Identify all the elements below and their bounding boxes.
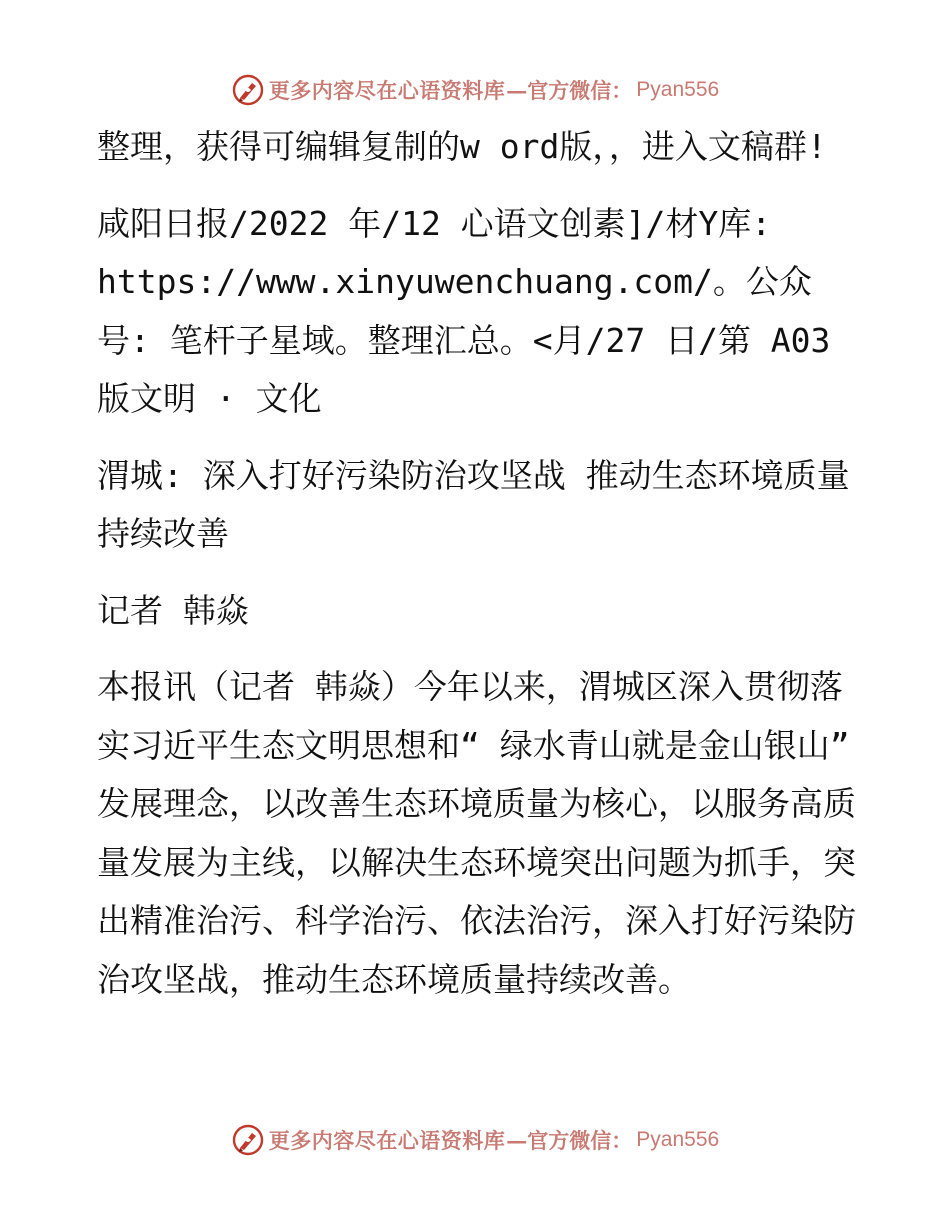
article-body: [97, 118, 857, 1009]
pen-heart-logo-icon: [231, 73, 265, 107]
paragraph-intro: 整理，获得可编辑复制的w ord版，，进入文稿群!: [97, 127, 827, 166]
paragraph-source: 咸阳日报/2022 年/12 心语文创素]/材Y库: https://www.xinyuwenchuang.com/。公众号: 笔杆子星域。整理汇总。<月/27 日/第 A03 版文明 · 文化: [97, 203, 831, 418]
banner-wechat-label: 官方微信：: [527, 78, 633, 103]
banner-main-text: 更多内容尽在心语资料库: [268, 78, 506, 103]
paragraph-body: 本报讯（记者 韩焱）今年以来，渭城区深入贯彻落实习近平生态文明思想和“ 绿水青山就是金山银山” 发展理念，以改善生态环境质量为核心，以服务高质量发展为主线，以解决生态环境突出问题为抓手，突出精准治污、科学治污、依法治污，深入打好污染防治攻坚战，推动生态环境质量持续改善。: [97, 667, 856, 999]
banner-main-text: 更多内容尽在心语资料库: [268, 1128, 506, 1153]
header-watermark-banner: [0, 70, 950, 110]
article-headline: 渭城: 深入打好污染防治攻坚战 推动生态环境质量持续改善: [97, 455, 850, 553]
pen-heart-logo-icon: [231, 1123, 265, 1157]
article-byline: 记者 韩焱: [97, 590, 249, 630]
banner-separator: —: [506, 1127, 528, 1153]
banner-wechat-id: Pyan556: [636, 78, 720, 101]
banner-wechat-id: Pyan556: [636, 1128, 720, 1151]
banner-separator: —: [506, 77, 528, 103]
footer-watermark-banner: [0, 1120, 950, 1160]
banner-wechat-label: 官方微信：: [527, 1128, 633, 1153]
